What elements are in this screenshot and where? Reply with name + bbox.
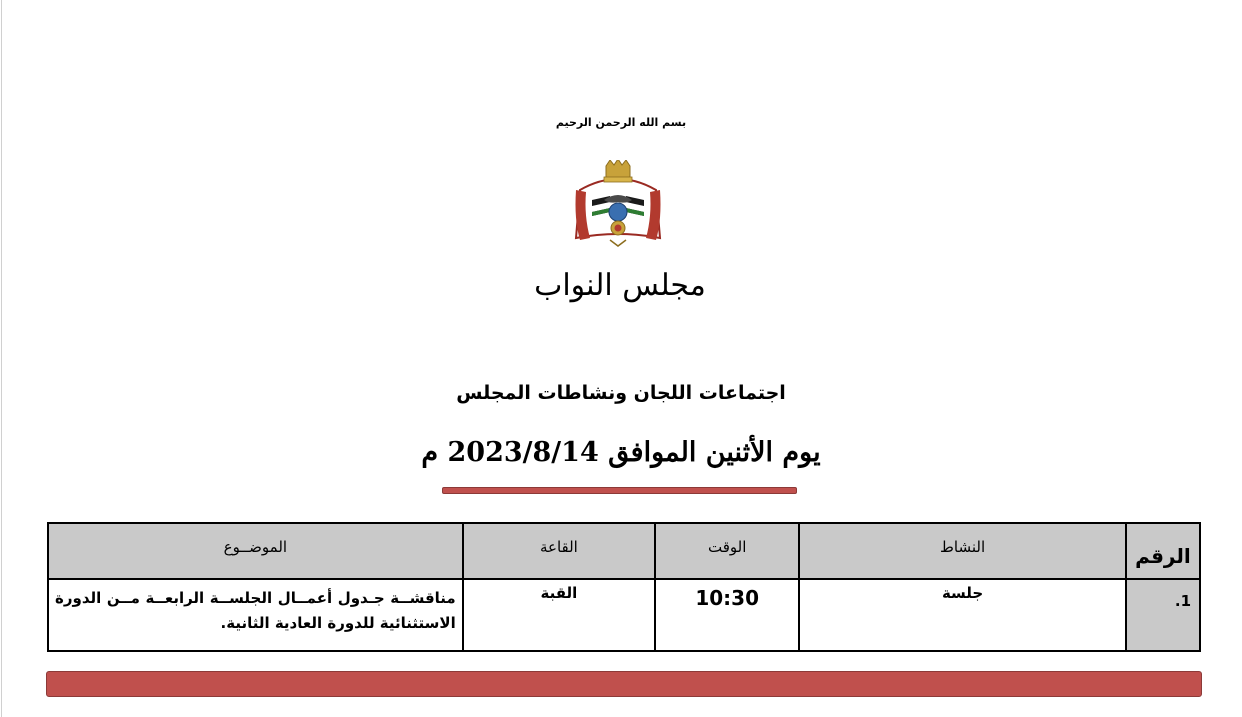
header-activity: النشاط — [799, 523, 1126, 579]
page-edge — [1, 0, 2, 717]
parliament-name: مجلس النواب — [534, 268, 706, 303]
row-topic: مناقشــة جـدول أعمــال الجلســة الرابعــة مــن الدورة الاستثنائية للدورة العادية الثانية. — [48, 579, 463, 651]
row-number: 1. — [1126, 579, 1200, 651]
header-topic: الموضــوع — [48, 523, 463, 579]
table-row — [48, 579, 1200, 651]
page-heading: اجتماعات اللجان ونشاطات المجلس — [456, 382, 786, 404]
basmala: بسم الله الرحمن الرحيم — [555, 116, 687, 129]
header-time: الوقت — [655, 523, 799, 579]
header-hall: القاعة — [463, 523, 655, 579]
schedule-table — [47, 522, 1201, 652]
row-time: 10:30 — [655, 579, 799, 651]
table-header-row — [48, 523, 1200, 579]
date-underline-bar — [442, 487, 797, 494]
jordan-coat-of-arms-icon — [570, 160, 666, 252]
row-activity: جلسة — [799, 579, 1126, 651]
row-hall: القبة — [463, 579, 655, 651]
footer-accent-bar — [46, 671, 1202, 697]
date-line: يوم الأثنين الموافق 2023/8/14 م — [421, 437, 821, 468]
header-number: الرقم — [1126, 523, 1200, 579]
